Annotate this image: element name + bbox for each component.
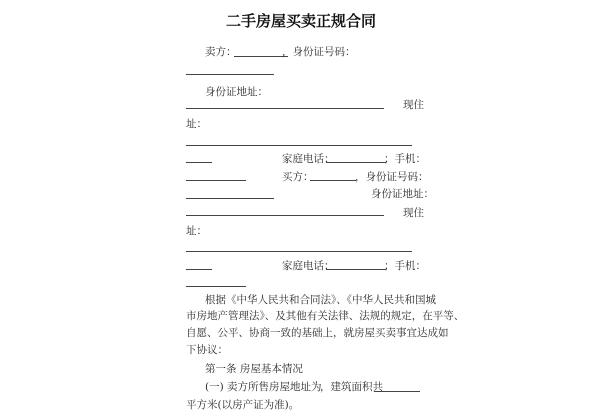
seller-label: 卖方：	[205, 46, 237, 58]
seller-current-address-label-a: 现住	[403, 99, 424, 111]
seller-home-phone-blank	[326, 162, 386, 163]
buyer-address-label: 身份证地址：	[371, 188, 434, 200]
buyer-mobile-label: ；手机：	[384, 260, 426, 272]
seller-home-phone-label: 家庭电话：	[282, 153, 335, 165]
preamble-line-1: 根据《中华人民共和合同法》、《中华人民共和国城	[205, 294, 436, 306]
article-1-heading: 第一条 房屋基本情况	[205, 363, 303, 375]
buyer-current-address-label-b: 址：	[186, 225, 207, 237]
seller-current-address-label-b: 址：	[186, 118, 207, 130]
seller-id-label: ，身份证号码：	[282, 46, 356, 58]
buyer-id-label: ，身份证号码：	[355, 171, 429, 183]
seller-address-blank	[186, 108, 384, 109]
area-blank	[374, 391, 420, 392]
seller-mobile-label: ；手机：	[384, 153, 426, 165]
preamble-line-2: 市房地产管理法》、及其他有关法律、法规的规定，在平等、	[186, 310, 465, 322]
article-1-item-1-b: ，建筑面积共	[320, 381, 383, 393]
preamble-line-4: 下协议：	[186, 344, 228, 356]
buyer-address-blank	[186, 215, 384, 216]
preamble-line-3: 自愿、公平、协商一致的基础上，就房屋买卖事宜达成如	[186, 327, 449, 339]
article-1-item-1-a: (一) 卖方所售房屋地址为	[205, 381, 322, 393]
seller-address-label: 身份证地址：	[205, 86, 268, 98]
buyer-current-address-label-a: 现住	[403, 207, 424, 219]
seller-current-address-blank	[186, 145, 412, 146]
article-1-item-1-c: 平方米(以房产证为准)。	[186, 399, 300, 411]
seller-address-tail-blank	[186, 162, 212, 163]
document-title: 二手房屋买卖正规合同	[225, 12, 376, 30]
seller-mobile-blank	[186, 180, 246, 181]
buyer-mobile-blank	[186, 286, 246, 287]
buyer-home-phone-label: 家庭电话：	[282, 260, 335, 272]
buyer-label: 买方：	[282, 171, 314, 183]
buyer-home-phone-blank	[326, 269, 386, 270]
buyer-id-blank	[186, 198, 274, 199]
seller-id-blank	[186, 74, 274, 75]
buyer-current-address-blank	[186, 251, 412, 252]
seller-name-blank	[234, 56, 288, 57]
buyer-name-blank	[310, 180, 356, 181]
buyer-address-tail-blank	[186, 269, 212, 270]
